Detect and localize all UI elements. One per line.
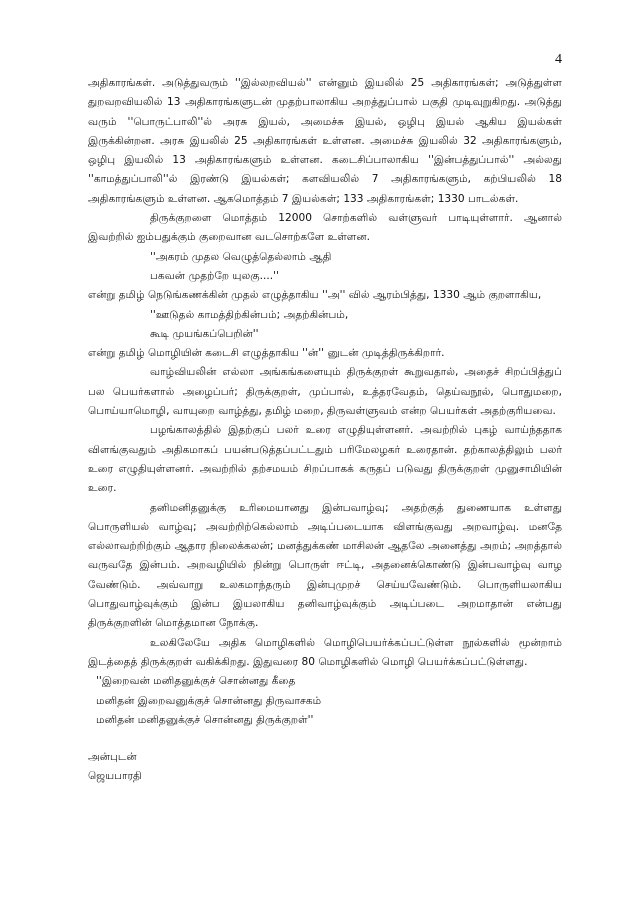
paragraph-last-letter: என்று தமிழ் மொழியின் கடைசி எழுத்தாகிய ''ன்'' னுடன் முடித்திருக்கிறார். — [88, 347, 445, 360]
verse-first-kural — [88, 248, 562, 287]
signature: ஜெயபாரதி — [88, 770, 142, 783]
paragraph-translations: உலகிலேயே அதிக மொழிகளில் மொழிபெயர்க்கப்பட்டுள்ள நூல்களில் மூன்றாம் இடத்தைத் திருக்குறள் வகிக்கிறது. இதுவரை 80 மொழிகளில் மொழி பெயர்க்கப்பட்டுள்ளது. — [88, 636, 562, 668]
page-number: 4 — [555, 52, 562, 67]
paragraph-commentaries: பழங்காலத்தில் இதற்குப் பலர் உரை எழுதியுள்ளனர். அவற்றில் புகழ் வாய்ந்ததாக விளங்குவதும் அதிகமாகப் பயன்படுத்தப்பட்டதும் பரிமேலழகர் உரைதான். தற்காலத்திலும் பலர் உரை எழுதியுள்ளனர். அவற்றில் தற்சமயம் சிறப்பாகக் கருதப் படுவது திருக்குறள் முனுசாமியின் உரை. — [88, 424, 562, 495]
verse-line: ''இறைவன் மனிதனுக்குச் சொன்னது கீதை — [96, 675, 296, 688]
paragraph-first-letter: என்று தமிழ் நெடுங்கணக்கின் முதல் எழுத்தாகிய ''அ'' வில் ஆரம்பித்து, 1330 ஆம் குறளாகிய, — [88, 289, 542, 302]
verse-line: ''ஊடுதல் காமத்திற்கின்பம்; அதற்கின்பம், — [150, 308, 349, 321]
verse-line: மனிதன் இறைவனுக்குச் சொன்னது திருவாசகம் — [96, 694, 322, 707]
verse-line: பகவன் முதற்றே யுலகு....'' — [150, 269, 279, 282]
paragraph-life-aims: தனிமனிதனுக்கு உரிமையானது இன்பவாழ்வு; அதற்குத் துணையாக உள்ளது பொருளியல் வாழ்வு; அவற்றிற்கெல்லாம் அடிப்படையாக விளங்குவது அறவாழ்வு. மனதே எல்லாவற்றிற்கும் ஆதார நிலைக்கலன்; மனத்துக்கண் மாசிலன் ஆதலே அனைத்து அறம்; அறத்தால் வருவதே இன்பம். அறவழியில் நின்று பொருள் ஈட்டி, அதனைக்கொண்டு இன்பவாழ்வு வாழ வேண்டும். அவ்வாறு உலகமாந்தரும் இன்புமுறச் செய்யவேண்டும். பொருளியலாகிய பொதுவாழ்வுக்கும் இன்ப இயலாகிய தனிவாழ்வுக்கும் அடிப்படை அறமாதான் என்பது திருக்குறளின் மொத்தமான நோக்கு. — [88, 501, 562, 630]
paragraph-other-names: வாழ்வியலின் எல்லா அங்கங்களையும் திருக்குறள் கூறுவதால், அதைச் சிறப்பித்துப் பல பெயர்களால் அழைப்பர்; திருக்குறள், முப்பால், உத்தரவேதம், தெய்வநூல், பொதுமறை, பொய்யாமொழி, வாயுறை வாழ்த்து, தமிழ் மறை, திருவள்ளுவம் என்ற பெயர்கள் அதற்குரியவை. — [88, 366, 562, 418]
salutation: அன்புடன் — [88, 751, 137, 764]
document-body — [88, 74, 562, 787]
verse-line: மனிதன் மனிதனுக்குச் சொன்னது திருக்குறள்'' — [96, 713, 314, 726]
verse-last-kural — [88, 306, 562, 345]
closing-block — [88, 748, 562, 787]
paragraph-chapters-summary: அதிகாரங்கள். அடுத்துவரும் ''இல்லறவியல்'' என்னும் இயலில் 25 அதிகாரங்கள்; அடுத்துள்ள துறவறவியலில் 13 அதிகாரங்களுடன் முதற்பாலாகிய அறத்துப்பால் பகுதி முடிவுறுகிறது. அடுத்து வரும் ''பொருட்பாலி''ல் அரசு இயல், அமைச்சு இயல், ஒழிபு இயல் ஆகிய இயல்கள் இருக்கின்றன. அரசு இயலில் 25 அதிகாரங்கள் உள்ளன. அமைச்சு இயலில் 32 அதிகாரங்களும், ஒழிபு இயலில் 13 அதிகாரங்களும் உள்ளன. கடைசிப்பாலாகிய ''இன்பத்துப்பால்'' அல்லது ''காமத்துப்பாலி''ல் இரண்டு இயல்கள்; களவியலில் 7 அதிகாரங்களும், கற்பியலில் 18 அதிகாரங்களும் உள்ளன. ஆகமொத்தம் 7 இயல்கள்; 133 அதிகாரங்கள்; 1330 பாடல்கள். — [88, 77, 562, 205]
paragraph-word-count: திருக்குறளை மொத்தம் 12000 சொற்களில் வள்ளுவர் பாடியுள்ளார். ஆனால் இவற்றில் ஐம்பதுக்கும் குறைவான வடசொற்களே உள்ளன. — [88, 212, 562, 244]
verse-closing-quote — [88, 672, 562, 730]
verse-line: கூடி முயங்கப்பெறின்'' — [150, 327, 259, 340]
verse-line: ''அகரம் முதல வெழுத்தெல்லாம் ஆதி — [150, 250, 332, 263]
